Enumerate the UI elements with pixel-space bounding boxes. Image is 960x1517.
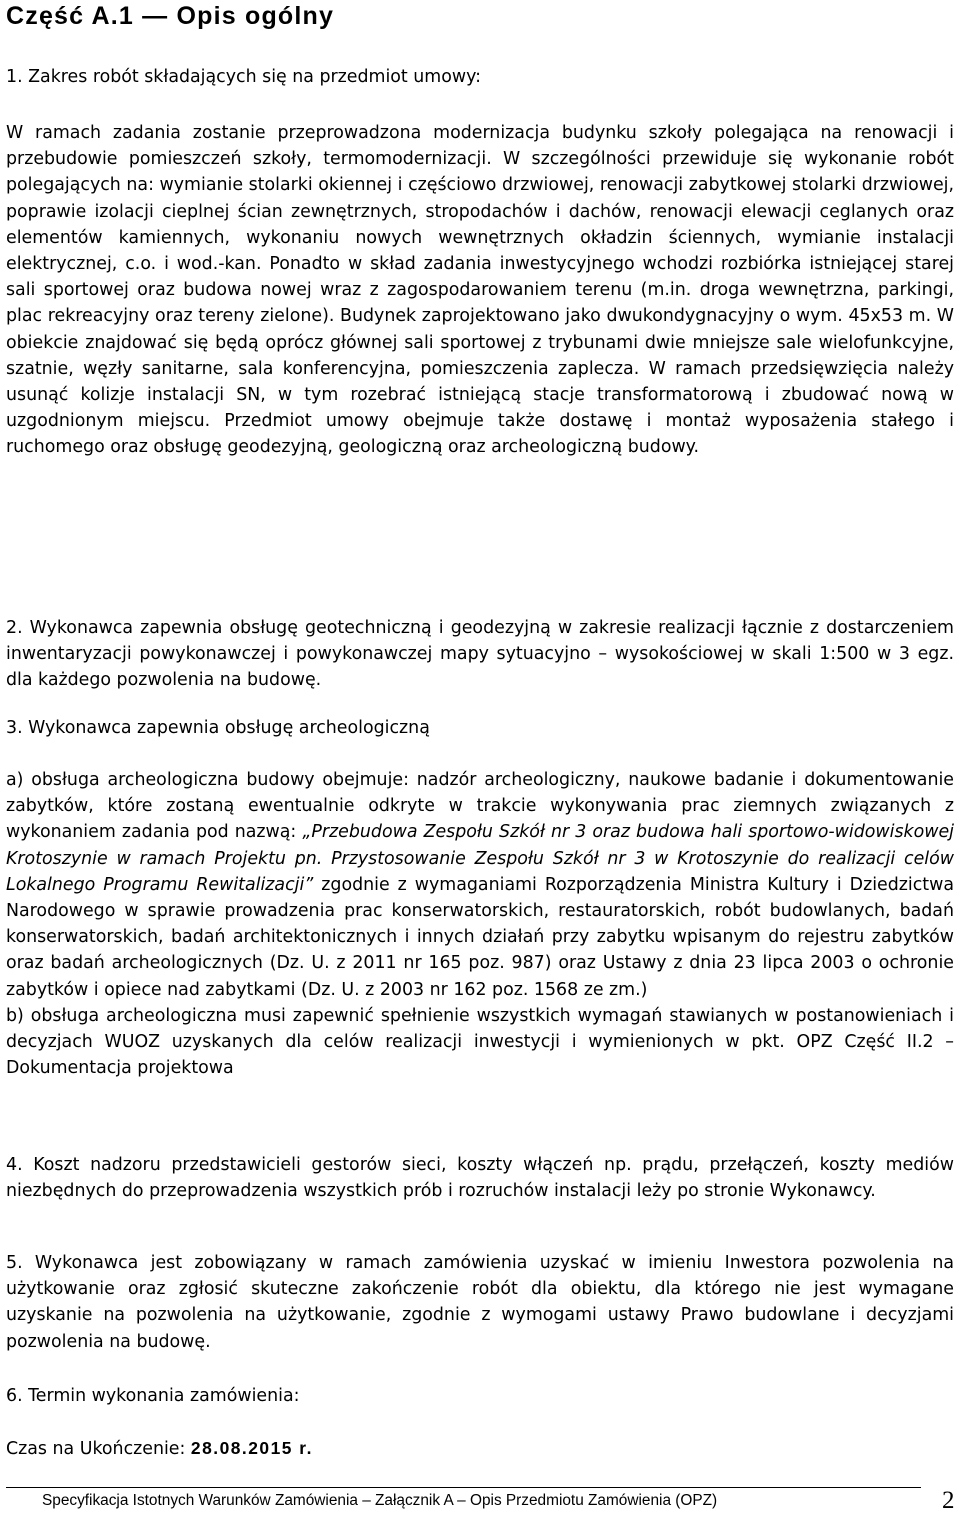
section-1-paragraph: W ramach zadania zostanie przeprowadzona modernizacja budynku szkoły polegająca na renowacji i przebudowie pomieszczeń szkoły, termomodernizacji. W szczególności przewiduje się wykonanie robót polegających na: wymianie stolarki okiennej i częściowo drzwiowej, renowacji zabytkowej stolarki drzwiowej, poprawie izolacji cieplnej ścian zewnętrznych, stropodachów i dachów, renowacji elewacji ceglanych oraz elementów kamiennych, wykonaniu nowych wewnętrznych okładzin ściennych, wymianie instalacji elektrycznej, c.o. i wod.-kan. Ponadto w skład zadania inwestycyjnego wchodzi rozbiórka istniejącej starej sali sportowej oraz budowa nowej wraz z zagospodarowaniem terenu (m.in. droga wewnętrzna, parkingi, plac rekreacyjny oraz tereny zielone). Budynek zaprojektowano jako dwukondygnacyjny o wym. 45x53 m. W obiekcie znajdować się będą oprócz głównej sali sportowej z trybunami dwie mniejsze sale wielofunkcyjne, szatnie, węzły sanitarne, sala konferencyjna, pomieszczenia zaplecza. W ramach przedsięwzięcia należy usunąć kolizje instalacji SN, w tym rozebrać istniejącą stacje transformatorową i zbudować nową w uzgodnionym miejscu. Przedmiot umowy obejmuje także dostawę i montaż wyposażenia stałego i ruchomego oraz obsługę geodezyjną, geologiczną oraz archeologiczną budowy.: [6, 123, 954, 458]
footer-text: Specyfikacja Istotnych Warunków Zamówienia – Załącznik A – Opis Przedmiotu Zamówienia (OPZ): [42, 1492, 718, 1509]
section-3-a-rest: zgodnie z wymaganiami Rozporządzenia Ministra Kultury i Dziedzictwa Narodowego w sprawie prowadzenia prac konserwatorskich, restauratorskich, robót budowlanych, badań konserwatorskich, badań architektonicznych i innych działań przy zabytku wpisanym do rejestru zabytków oraz badań archeologicznych (Dz. U. z 2011 nr 165 poz. 987) oraz Ustawy z dnia 23 lipca 2003 o ochronie zabytków i opiece nad zabytkami (Dz. U. z 2003 nr 162 poz. 1568 ze zm.): [6, 874, 954, 1000]
section-3-a: [6, 767, 954, 1081]
section-5-paragraph: 5. Wykonawca jest zobowiązany w ramach zamówienia uzyskać w imieniu Inwestora pozwolenia na użytkowanie oraz zgłosić skuteczne zakończenie robót dla obiektu, dla którego nie jest wymagane uzyskanie na pozwolenia na użytkowanie, zgodnie z wymogami ustawy Prawo budowlane i decyzjami pozwolenia na budowę.: [6, 1253, 954, 1352]
completion-line: [6, 1438, 313, 1459]
section-3-a-paragraph: [6, 767, 954, 1003]
section-3-b-paragraph: b) obsługa archeologiczna musi zapewnić spełnienie wszystkich wymagań stawianych w postanowieniach i decyzjach WUOZ uzyskanych dla celów realizacji inwestycji i wymienionych w pkt. OPZ Część II.2 – Dokumentacja projektowa: [6, 1005, 954, 1079]
section-5-body: [6, 1250, 954, 1355]
page-number: 2: [942, 1487, 955, 1514]
project-name: „Przebudowa Zespołu Szkół nr 3 oraz budowa hali sportowo-widowiskowej Krotoszynie w ramach Projektu pn. Przystosowanie Zespołu Szkół nr 3 w Krotoszynie do realizacji celów Lokalnego Programu Rewitalizacji”: [6, 822, 954, 895]
section-2-paragraph: 2. Wykonawca zapewnia obsługę geotechniczną i geodezyjną w zakresie realizacji łącznie z dostarczeniem inwentaryzacji powykonawczej i powykonawczej mapy sytuacyjno – wysokościowej w skali 1:500 w 3 egz. dla każdego pozwolenia na budowę.: [6, 618, 954, 691]
section-2-body: [6, 615, 954, 694]
section-1-heading: 1. Zakres robót składających się na przedmiot umowy:: [6, 67, 481, 87]
section-3-a-intro: a) obsługa archeologiczna budowy obejmuje: nadzór archeologiczny, naukowe badanie i dokumentowanie zabytków, które zostaną ewentualnie odkryte w trakcie wykonywania prac ziemnych związanych z wykonaniem zadania pod nazwą:: [6, 770, 954, 843]
section-1-body: [6, 120, 954, 461]
footer-divider: [6, 1487, 921, 1488]
section-4-paragraph: 4. Koszt nadzoru przedstawicieli gestorów sieci, koszty włączeń np. prądu, przełączeń, koszty mediów niezbędnych do przeprowadzenia wszystkich prób i rozruchów instalacji leży po stronie Wykonawcy.: [6, 1155, 954, 1202]
document-title: Część A.1 — Opis ogólny: [6, 2, 335, 30]
section-6-heading: 6. Termin wykonania zamówienia:: [6, 1386, 300, 1406]
section-3-heading: 3. Wykonawca zapewnia obsługę archeologiczną: [6, 718, 430, 738]
completion-label: Czas na Ukończenie:: [6, 1439, 191, 1459]
completion-date: 28.08.2015 r.: [190, 1438, 313, 1458]
section-4-body: [6, 1152, 954, 1204]
